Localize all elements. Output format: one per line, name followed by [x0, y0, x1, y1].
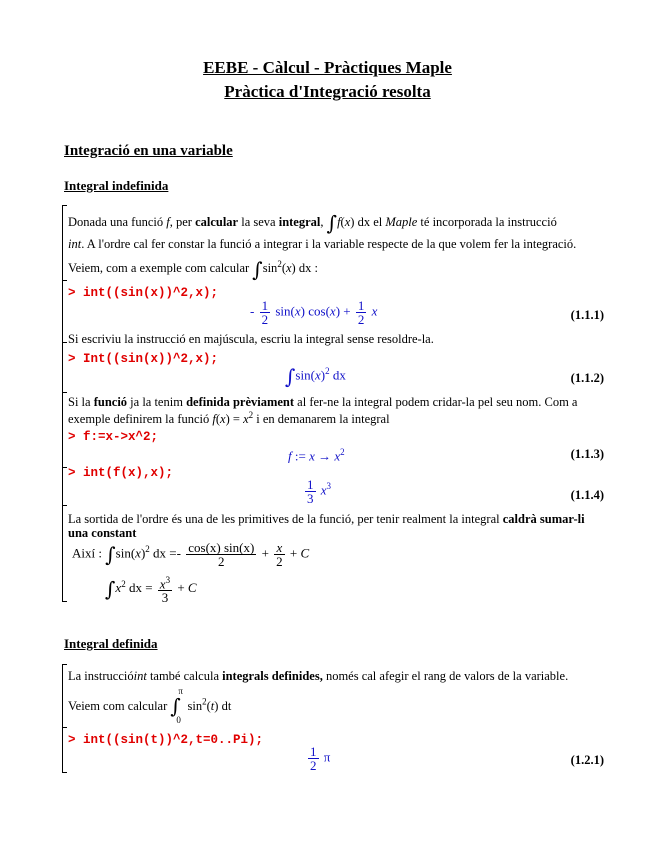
- integral-sign-icon: ∫: [285, 364, 296, 389]
- bracket-tick: [62, 601, 67, 602]
- title-line-1: EEBE - Càlcul - Pràctiques Maple: [203, 58, 452, 77]
- equation-label: (1.1.2): [570, 371, 604, 385]
- bracket-tick: [62, 392, 67, 393]
- equation-label: (1.1.3): [570, 447, 604, 461]
- equation-label: (1.1.4): [570, 488, 604, 502]
- section-heading-integration: Integració en una variable: [64, 143, 233, 159]
- paragraph-example: Veiem, com a exemple com calcular $\int\sin^2(x)$ dx :: [68, 257, 318, 282]
- subsection-heading-indefinite: Integral indefinida: [64, 178, 169, 193]
- bracket-tick: [62, 664, 67, 665]
- maple-output-1: - $\frac{1}{2}$ sin(x) cos(x) + $\frac{1}{2}$ x: [250, 298, 378, 327]
- maple-command-input[interactable]: > int((sin(t))^2,t=0..Pi);: [68, 733, 264, 747]
- paragraph-constant-cont: una constant: [68, 526, 137, 540]
- bracket-tick: [62, 727, 67, 728]
- definite-integral-sign: ∫ π 0: [170, 686, 183, 725]
- title-line-2: Pràctica d'Integració resolta: [224, 82, 431, 101]
- equation-label: (1.1.1): [570, 308, 604, 322]
- equation-label: (1.2.1): [570, 753, 604, 767]
- paragraph-definite-example: Veiem com calcular ∫ π 0 $\sin^2(t)$ dt: [68, 686, 232, 725]
- integral-sign-icon: ∫: [170, 694, 181, 718]
- maple-command-input[interactable]: > int((sin(x))^2,x);: [68, 286, 219, 300]
- integral-sign-icon: ∫: [105, 577, 116, 602]
- maple-command-input[interactable]: > Int((sin(x))^2,x);: [68, 352, 219, 366]
- group-bracket: [62, 210, 63, 280]
- result-antiderivative-sin: Així : $\int\sin(x)^2$ dx =- $\frac{\cos(x) \sin(x)}{2}$ + $\frac{x}{2}$ + C: [72, 540, 310, 569]
- paragraph-intro-cont: int. A l'ordre cal fer constar la funció a integrar i la variable respecte de la que volem fer la integració.: [68, 237, 577, 251]
- bracket-tick: [62, 505, 67, 506]
- subsection-heading-definite: Integral definida: [64, 636, 158, 651]
- bracket-tick: [62, 205, 67, 206]
- paragraph-definite: La instruccióint també calcula integrals definides, només cal afegir el rang de valors de la variable.: [68, 669, 569, 683]
- integral-sign-icon: ∫: [105, 542, 116, 567]
- bracket-tick: [62, 467, 67, 468]
- maple-output-5: $\frac{1}{2}$ π: [310, 744, 331, 773]
- paragraph-constant: La sortida de l'ordre és una de les primitives de la funció, per tenir realment la integral caldrà sumar-li: [68, 512, 585, 526]
- paragraph-intro: Donada una funció f, per calcular la seva integral, ∫f(x) dx el Maple té incorporada la instrucció: [68, 211, 557, 235]
- result-antiderivative-x2: $\int x^2$ dx = $\frac{x^3}{3}$ + C: [105, 575, 197, 606]
- maple-command-input[interactable]: > int(f(x),x);: [68, 466, 174, 480]
- maple-output-3: f := $x \to x^2$: [288, 447, 345, 464]
- integral-sign-icon: ∫: [326, 211, 338, 235]
- section-bracket-definite[interactable]: [62, 664, 63, 773]
- bracket-tick: [62, 342, 67, 343]
- integral-sign-icon: ∫: [252, 257, 263, 282]
- maple-output-4: $\frac{1}{3}$ $x^3$: [307, 477, 332, 506]
- bracket-tick: [62, 772, 67, 773]
- paragraph-function: Si la funció ja la tenim definida prèviament al fer-ne la integral podem cridar-la pel seu nom. Com a: [68, 395, 578, 409]
- paragraph-function-cont: exemple definirem la funció $f(x) = x^2$ i en demanarem la integral: [68, 410, 390, 427]
- maple-output-2: $\int\sin(x)^2$ dx: [285, 364, 346, 389]
- bracket-tick: [62, 280, 67, 281]
- paragraph-uppercase: Si escriviu la instrucció en majúscula, escriu la integral sense resoldre-la.: [68, 332, 434, 346]
- maple-command-input[interactable]: > f:=x->x^2;: [68, 430, 159, 444]
